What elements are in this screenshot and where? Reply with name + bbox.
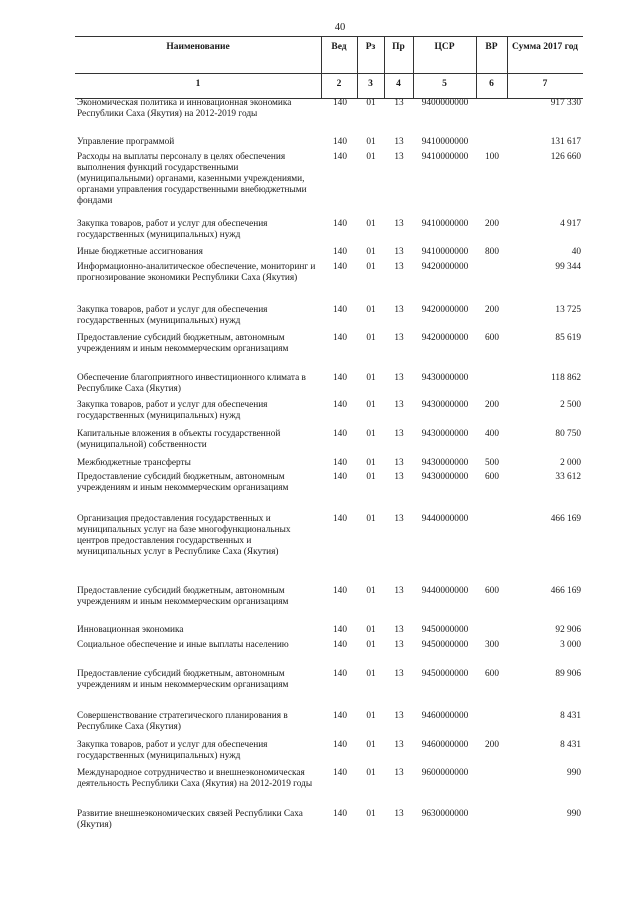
row-pr: 13 xyxy=(394,219,404,229)
row-csr: 9430000000 xyxy=(421,373,469,383)
row-csr: 9430000000 xyxy=(421,429,469,439)
row-ved: 140 xyxy=(333,98,347,108)
row-pr: 13 xyxy=(394,625,404,635)
row-sum: 990 xyxy=(567,768,581,778)
row-sum: 8 431 xyxy=(560,740,581,750)
row-name: Совершенствование стратегического планирования в Республике Саха (Якутия) xyxy=(77,711,288,732)
row-sum: 4 917 xyxy=(560,219,581,229)
colnum-7: 7 xyxy=(542,79,548,89)
row-csr: 9460000000 xyxy=(421,711,469,721)
row-pr: 13 xyxy=(394,809,404,819)
row-sum: 990 xyxy=(567,809,581,819)
row-rz: 01 xyxy=(366,305,376,315)
row-vr: 800 xyxy=(485,247,499,257)
row-pr: 13 xyxy=(394,740,404,750)
row-csr: 9430000000 xyxy=(421,458,469,468)
header-csr: ЦСР xyxy=(434,42,455,52)
row-vr: 600 xyxy=(485,333,499,343)
row-rz: 01 xyxy=(366,640,376,650)
row-name: Закупка товаров, работ и услуг для обеспечения государственных (муниципальных) нужд xyxy=(77,740,268,761)
row-ved: 140 xyxy=(333,640,347,650)
row-sum: 2 500 xyxy=(560,400,581,410)
colnum-5: 5 xyxy=(442,79,447,89)
row-ved: 140 xyxy=(333,247,347,257)
colnum-3: 3 xyxy=(368,79,373,89)
row-vr: 600 xyxy=(485,586,499,596)
row-name: Капитальные вложения в объекты государственной (муниципальной) собственности xyxy=(77,429,281,450)
row-rz: 01 xyxy=(366,152,376,162)
row-ved: 140 xyxy=(333,809,347,819)
row-name: Информационно-аналитическое обеспечение, мониторинг и прогнозирование экономики Республики Саха (Якутия) xyxy=(77,262,316,283)
row-vr: 200 xyxy=(485,400,499,410)
row-pr: 13 xyxy=(394,152,404,162)
row-rz: 01 xyxy=(366,429,376,439)
row-name: Закупка товаров, работ и услуг для обеспечения государственных (муниципальных) нужд xyxy=(77,305,268,326)
row-pr: 13 xyxy=(394,98,404,108)
row-sum: 466 169 xyxy=(550,514,581,524)
row-rz: 01 xyxy=(366,740,376,750)
row-csr: 9410000000 xyxy=(421,219,469,229)
header-sum: Сумма 2017 год xyxy=(512,42,578,52)
row-csr: 9440000000 xyxy=(421,514,469,524)
row-rz: 01 xyxy=(366,262,376,272)
row-name: Предоставление субсидий бюджетным, автономным учреждениям и иным некоммерческим организациям xyxy=(77,333,289,354)
row-name: Инновационная экономика xyxy=(77,625,184,635)
row-ved: 140 xyxy=(333,400,347,410)
colnum-2: 2 xyxy=(336,79,342,89)
row-csr: 9420000000 xyxy=(421,333,469,343)
row-sum: 13 725 xyxy=(555,305,581,315)
row-csr: 9410000000 xyxy=(421,137,469,147)
row-ved: 140 xyxy=(333,711,347,721)
row-ved: 140 xyxy=(333,458,347,468)
header-vr: ВР xyxy=(485,42,498,52)
row-name: Развитие внешнеэкономических связей Республики Саха (Якутия) xyxy=(77,809,303,830)
row-ved: 140 xyxy=(333,740,347,750)
row-vr: 600 xyxy=(485,472,499,482)
row-rz: 01 xyxy=(366,373,376,383)
row-ved: 140 xyxy=(333,333,347,343)
row-sum: 3 000 xyxy=(560,640,581,650)
row-sum: 466 169 xyxy=(550,586,581,596)
row-csr: 9440000000 xyxy=(421,586,469,596)
row-sum: 80 750 xyxy=(555,429,581,439)
row-name: Обеспечение благоприятного инвестиционного климата в Республике Саха (Якутия) xyxy=(77,373,306,394)
row-vr: 300 xyxy=(485,640,499,650)
header-name: Наименование xyxy=(166,42,230,52)
row-name: Расходы на выплаты персоналу в целях обеспечения выполнения функций государственными (муниципальными) органами, казенными учреждениями, органами управления государственными внебюджетными фондами xyxy=(77,152,307,206)
row-vr: 500 xyxy=(485,458,499,468)
header-pr: Пр xyxy=(392,42,405,52)
row-sum: 92 906 xyxy=(555,625,581,635)
row-csr: 9450000000 xyxy=(421,625,469,635)
row-pr: 13 xyxy=(394,472,404,482)
row-csr: 9450000000 xyxy=(421,669,469,679)
row-rz: 01 xyxy=(366,809,376,819)
row-vr: 200 xyxy=(485,740,499,750)
row-ved: 140 xyxy=(333,137,347,147)
row-name: Межбюджетные трансферты xyxy=(77,458,191,468)
row-rz: 01 xyxy=(366,711,376,721)
row-csr: 9630000000 xyxy=(421,809,469,819)
row-rz: 01 xyxy=(366,458,376,468)
row-name: Иные бюджетные ассигнования xyxy=(77,247,203,257)
header-rz: Рз xyxy=(365,42,376,52)
row-name: Предоставление субсидий бюджетным, автономным учреждениям и иным некоммерческим организациям xyxy=(77,472,289,493)
row-pr: 13 xyxy=(394,137,404,147)
row-name: Социальное обеспечение и иные выплаты населению xyxy=(77,640,289,650)
row-ved: 140 xyxy=(333,768,347,778)
row-name: Экономическая политика и инновационная экономика Республики Саха (Якутия) на 2012-2019 годы xyxy=(77,98,292,119)
page-number: 40 xyxy=(334,22,346,33)
row-rz: 01 xyxy=(366,625,376,635)
row-name: Предоставление субсидий бюджетным, автономным учреждениям и иным некоммерческим организациям xyxy=(77,669,289,690)
row-pr: 13 xyxy=(394,711,404,721)
row-sum: 33 612 xyxy=(555,472,581,482)
row-ved: 140 xyxy=(333,262,347,272)
row-csr: 9430000000 xyxy=(421,400,469,410)
row-csr: 9410000000 xyxy=(421,152,469,162)
row-sum: 131 617 xyxy=(550,137,581,147)
row-csr: 9450000000 xyxy=(421,640,469,650)
row-rz: 01 xyxy=(366,514,376,524)
row-sum: 85 619 xyxy=(555,333,581,343)
row-vr: 200 xyxy=(485,219,499,229)
row-ved: 140 xyxy=(333,429,347,439)
row-sum: 126 660 xyxy=(550,152,581,162)
row-ved: 140 xyxy=(333,152,347,162)
row-rz: 01 xyxy=(366,586,376,596)
colnum-1: 1 xyxy=(195,79,201,89)
row-sum: 917 330 xyxy=(550,98,581,108)
row-vr: 200 xyxy=(485,305,499,315)
row-ved: 140 xyxy=(333,669,347,679)
row-name: Управление программой xyxy=(77,137,175,147)
row-pr: 13 xyxy=(394,247,404,257)
row-csr: 9430000000 xyxy=(421,472,469,482)
row-ved: 140 xyxy=(333,625,347,635)
row-rz: 01 xyxy=(366,768,376,778)
row-vr: 600 xyxy=(485,669,499,679)
row-sum: 8 431 xyxy=(560,711,581,721)
row-pr: 13 xyxy=(394,333,404,343)
row-ved: 140 xyxy=(333,305,347,315)
row-csr: 9420000000 xyxy=(421,262,469,272)
row-csr: 9600000000 xyxy=(421,768,469,778)
row-name: Организация предоставления государственных и муниципальных услуг на базе многофункциональных центров предоставления государственных и муниципальных услуг в Республике Саха (Якутия) xyxy=(77,514,291,557)
row-ved: 140 xyxy=(333,472,347,482)
row-sum: 2 000 xyxy=(560,458,581,468)
row-pr: 13 xyxy=(394,514,404,524)
row-rz: 01 xyxy=(366,400,376,410)
row-sum: 89 906 xyxy=(555,669,581,679)
row-rz: 01 xyxy=(366,98,376,108)
row-rz: 01 xyxy=(366,472,376,482)
row-rz: 01 xyxy=(366,333,376,343)
row-csr: 9460000000 xyxy=(421,740,469,750)
row-sum: 40 xyxy=(571,247,581,257)
row-pr: 13 xyxy=(394,262,404,272)
row-name: Закупка товаров, работ и услуг для обеспечения государственных (муниципальных) нужд xyxy=(77,219,268,240)
row-name: Закупка товаров, работ и услуг для обеспечения государственных (муниципальных) нужд xyxy=(77,400,268,421)
row-name: Предоставление субсидий бюджетным, автономным учреждениям и иным некоммерческим организациям xyxy=(77,586,289,607)
row-pr: 13 xyxy=(394,458,404,468)
row-csr: 9410000000 xyxy=(421,247,469,257)
colnum-6: 6 xyxy=(489,79,494,89)
row-pr: 13 xyxy=(394,586,404,596)
row-ved: 140 xyxy=(333,586,347,596)
row-ved: 140 xyxy=(333,514,347,524)
row-sum: 99 344 xyxy=(555,262,581,272)
row-sum: 118 862 xyxy=(551,373,581,383)
row-ved: 140 xyxy=(333,219,347,229)
row-rz: 01 xyxy=(366,137,376,147)
row-name: Международное сотрудничество и внешнеэкономическая деятельность Республики Саха (Якутия) на 2012-2019 годы xyxy=(77,768,313,789)
header-ved: Вед xyxy=(331,42,347,52)
row-pr: 13 xyxy=(394,768,404,778)
row-ved: 140 xyxy=(333,373,347,383)
row-pr: 13 xyxy=(394,669,404,679)
row-rz: 01 xyxy=(366,219,376,229)
row-pr: 13 xyxy=(394,400,404,410)
row-pr: 13 xyxy=(394,640,404,650)
row-pr: 13 xyxy=(394,429,404,439)
row-csr: 9420000000 xyxy=(421,305,469,315)
colnum-4: 4 xyxy=(396,79,401,89)
row-vr: 100 xyxy=(485,152,499,162)
row-rz: 01 xyxy=(366,247,376,257)
row-rz: 01 xyxy=(366,669,376,679)
row-pr: 13 xyxy=(394,373,404,383)
row-csr: 9400000000 xyxy=(421,98,469,108)
row-pr: 13 xyxy=(394,305,404,315)
row-vr: 400 xyxy=(485,429,499,439)
